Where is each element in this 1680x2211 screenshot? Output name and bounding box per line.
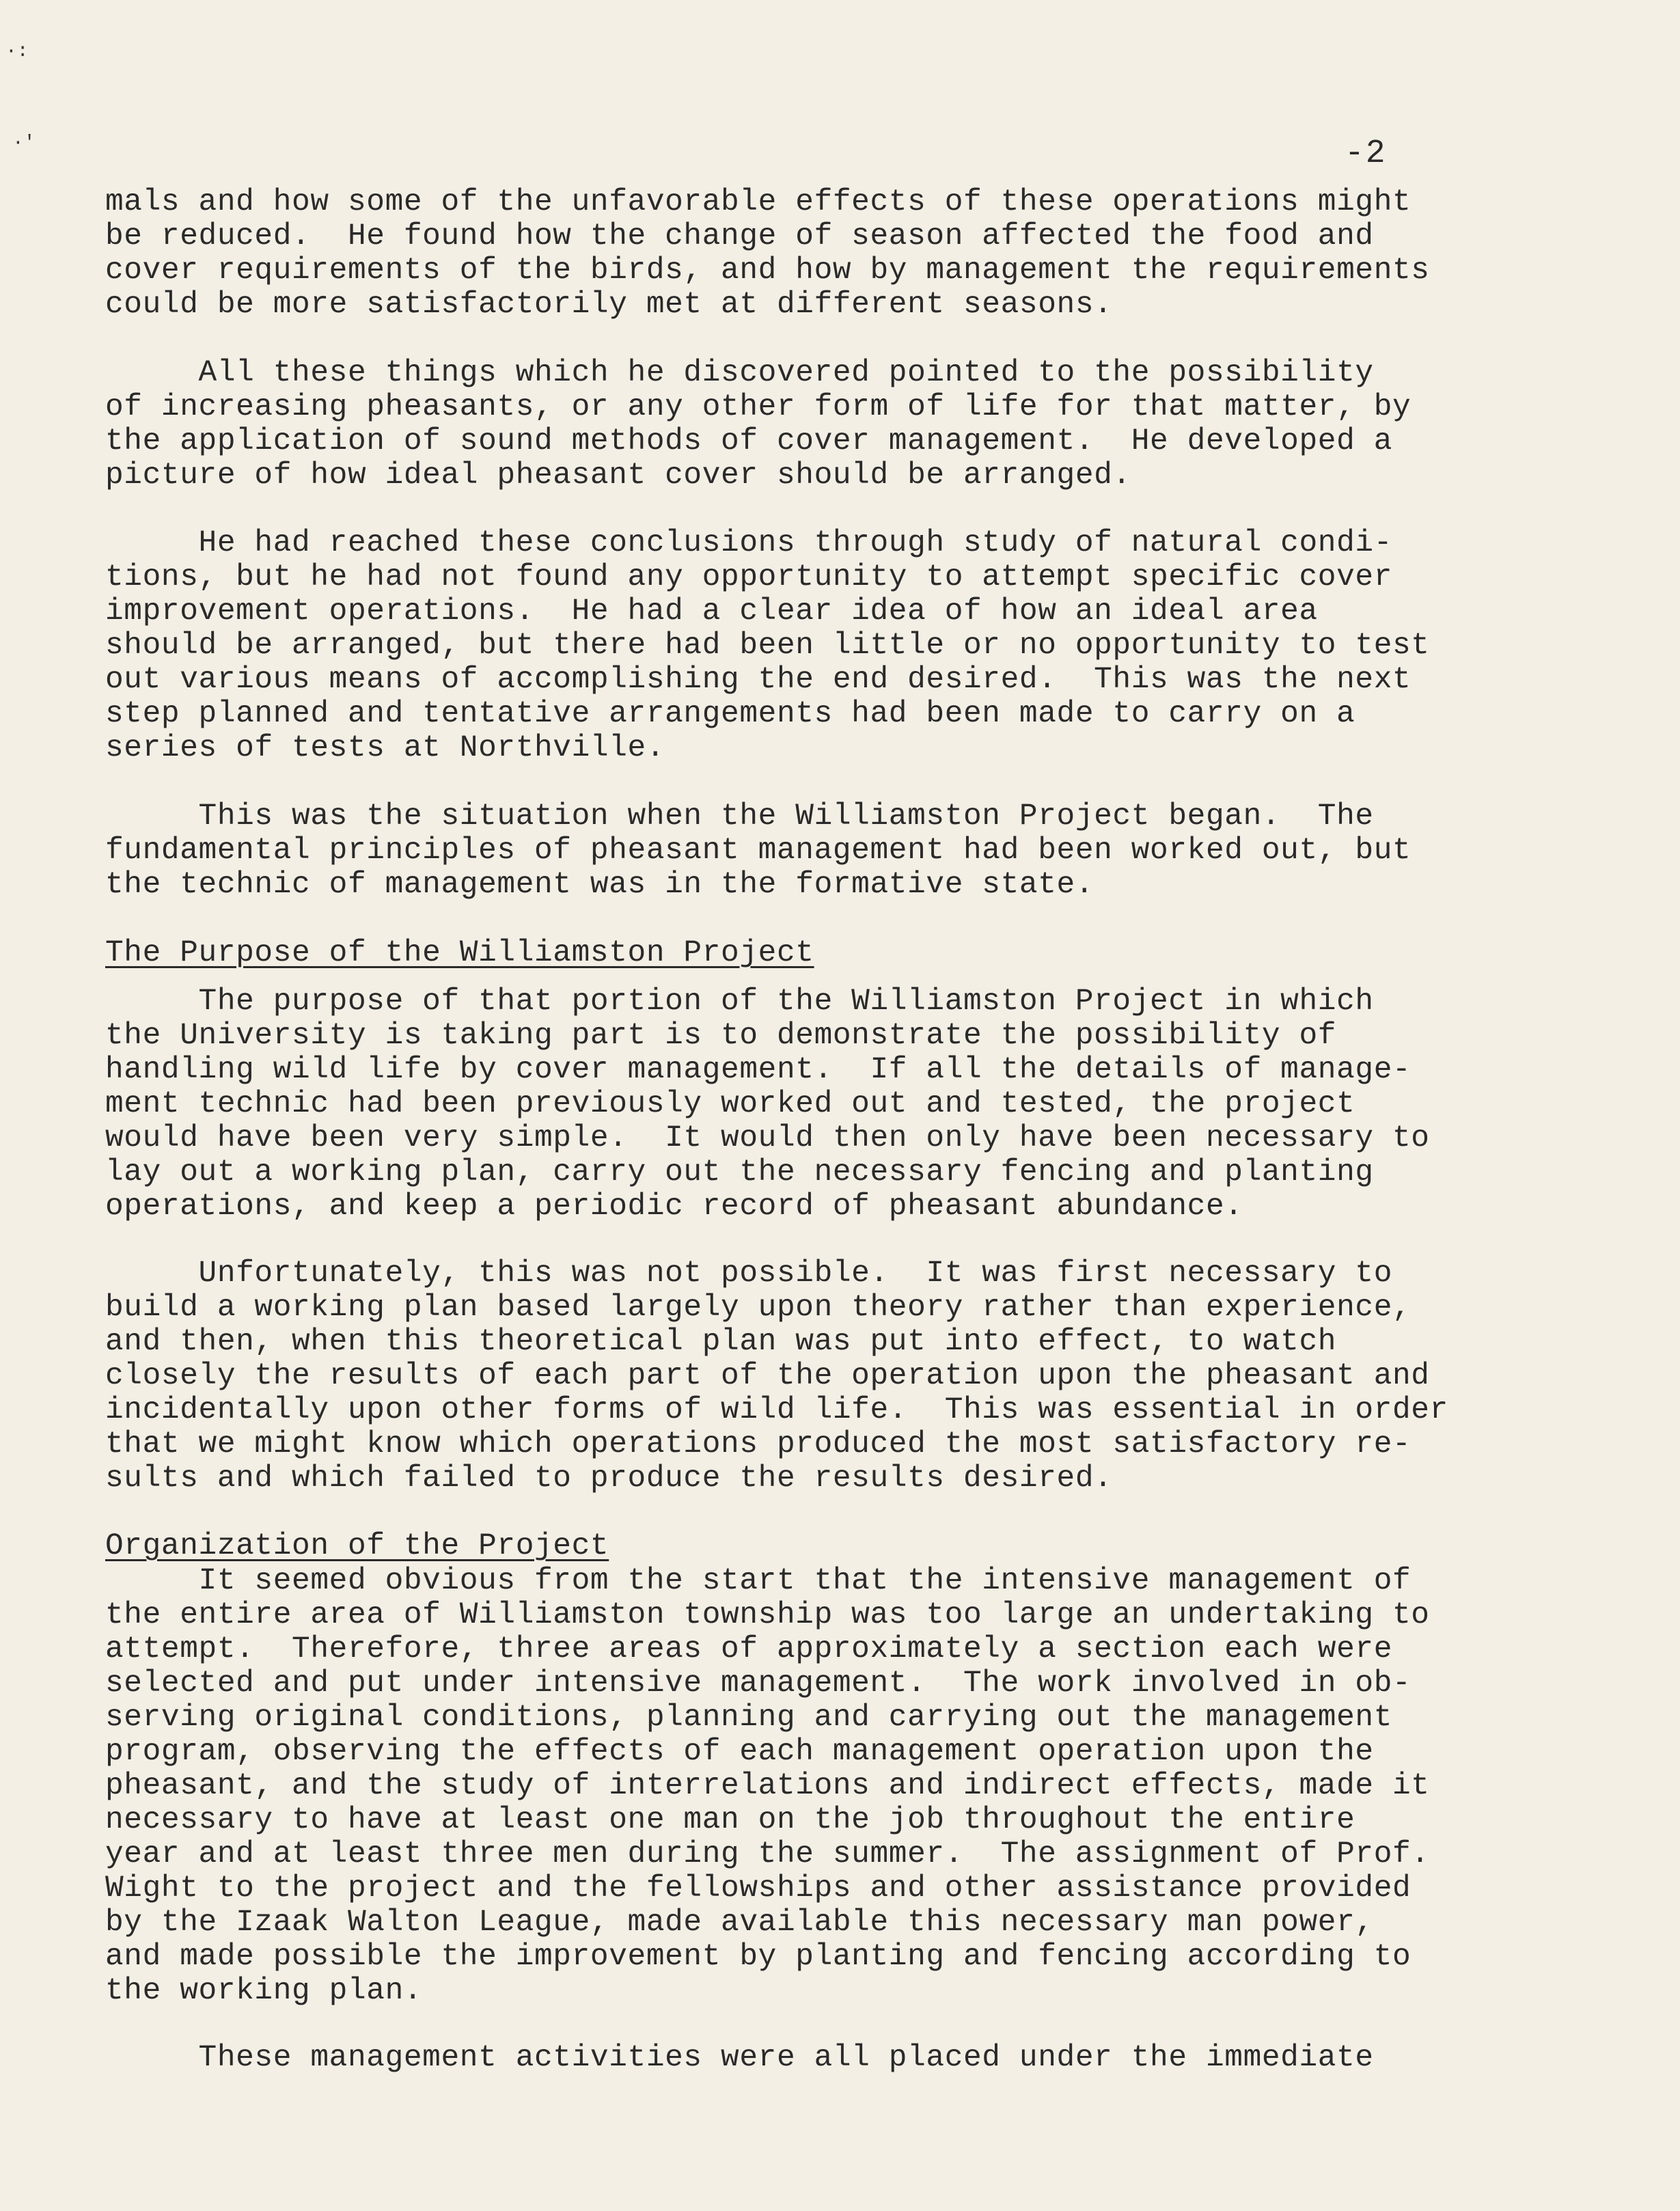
text-line: pheasant, and the study of interrelations and indirect effects, made it bbox=[105, 1769, 1430, 1803]
text-line: lay out a working plan, carry out the necessary fencing and planting bbox=[105, 1155, 1374, 1190]
text-line: out various means of accomplishing the end desired. This was the next bbox=[105, 663, 1412, 697]
text-line: that we might know which operations produced the most satisfactory re- bbox=[105, 1427, 1412, 1461]
text-line: and then, when this theoretical plan was put into effect, to watch bbox=[105, 1325, 1337, 1359]
text-line: sults and which failed to produce the results desired. bbox=[105, 1461, 1113, 1496]
text-line: and made possible the improvement by planting and fencing according to bbox=[105, 1940, 1412, 1974]
text-line: Wight to the project and the fellowships and other assistance provided bbox=[105, 1871, 1412, 1906]
text-line: would have been very simple. It would then only have been necessary to bbox=[105, 1121, 1430, 1155]
text-line: All these things which he discovered pointed to the possibility bbox=[105, 356, 1374, 390]
paragraph bbox=[105, 2041, 1608, 2075]
text-line: fundamental principles of pheasant management had been worked out, but bbox=[105, 834, 1412, 868]
section-heading: Organization of the Project bbox=[105, 1529, 609, 1563]
text-line: should be arranged, but there had been little or no opportunity to test bbox=[105, 629, 1430, 663]
text-line: These management activities were all placed under the immediate bbox=[105, 2041, 1374, 2075]
text-line: improvement operations. He had a clear idea of how an ideal area bbox=[105, 594, 1318, 629]
text-line: by the Izaak Walton League, made available this necessary man power, bbox=[105, 1906, 1374, 1940]
text-line: He had reached these conclusions through study of natural condi- bbox=[105, 526, 1392, 560]
text-line: This was the situation when the Williamston Project began. The bbox=[105, 799, 1374, 834]
text-line: picture of how ideal pheasant cover should be arranged. bbox=[105, 458, 1131, 493]
text-line: Unfortunately, this was not possible. It was first necessary to bbox=[105, 1256, 1392, 1291]
text-line: cover requirements of the birds, and how by management the requirements bbox=[105, 253, 1430, 288]
text-line: the entire area of Williamston township was too large an undertaking to bbox=[105, 1598, 1430, 1632]
section-heading: The Purpose of the Williamston Project bbox=[105, 936, 814, 970]
paragraph bbox=[105, 356, 1608, 493]
text-line: The purpose of that portion of the Williamston Project in which bbox=[105, 985, 1374, 1019]
text-line: the application of sound methods of cover management. He developed a bbox=[105, 424, 1392, 458]
paragraph bbox=[105, 1256, 1608, 1496]
paragraph bbox=[105, 185, 1608, 322]
margin-mark-dots: ·: bbox=[5, 41, 29, 62]
text-line: operations, and keep a periodic record of pheasant abundance. bbox=[105, 1190, 1243, 1224]
text-line: step planned and tentative arrangements had been made to carry on a bbox=[105, 697, 1355, 731]
paragraph bbox=[105, 799, 1608, 902]
text-line: attempt. Therefore, three areas of approximately a section each were bbox=[105, 1632, 1392, 1666]
text-line: selected and put under intensive management. The work involved in ob- bbox=[105, 1666, 1412, 1701]
paragraph bbox=[105, 985, 1608, 1224]
text-line: year and at least three men during the summer. The assignment of Prof. bbox=[105, 1837, 1430, 1871]
text-line: build a working plan based largely upon theory rather than experience, bbox=[105, 1291, 1412, 1325]
page-number: -2 bbox=[1345, 135, 1387, 172]
text-line: handling wild life by cover management. If all the details of manage- bbox=[105, 1053, 1412, 1087]
text-line: necessary to have at least one man on the job throughout the entire bbox=[105, 1803, 1355, 1837]
text-line: tions, but he had not found any opportunity to attempt specific cover bbox=[105, 560, 1392, 594]
text-line: of increasing pheasants, or any other form of life for that matter, by bbox=[105, 390, 1412, 424]
text-line: the technic of management was in the formative state. bbox=[105, 868, 1094, 902]
text-line: mals and how some of the unfavorable effects of these operations might bbox=[105, 185, 1412, 219]
text-line: It seemed obvious from the start that the intensive management of bbox=[105, 1564, 1412, 1598]
text-line: closely the results of each part of the operation upon the pheasant and bbox=[105, 1359, 1430, 1393]
text-line: program, observing the effects of each management operation upon the bbox=[105, 1735, 1374, 1769]
margin-mark-tick: ·' bbox=[12, 133, 36, 154]
text-line: be reduced. He found how the change of season affected the food and bbox=[105, 219, 1374, 253]
text-line: the University is taking part is to demonstrate the possibility of bbox=[105, 1019, 1337, 1053]
text-line: the working plan. bbox=[105, 1974, 423, 2008]
text-line: could be more satisfactorily met at different seasons. bbox=[105, 288, 1113, 322]
text-line: series of tests at Northville. bbox=[105, 731, 665, 765]
text-line: serving original conditions, planning and carrying out the management bbox=[105, 1701, 1392, 1735]
text-line: ment technic had been previously worked out and tested, the project bbox=[105, 1087, 1355, 1121]
text-line: incidentally upon other forms of wild life. This was essential in order bbox=[105, 1393, 1448, 1427]
paragraph bbox=[105, 1564, 1608, 2008]
paragraph bbox=[105, 526, 1608, 765]
